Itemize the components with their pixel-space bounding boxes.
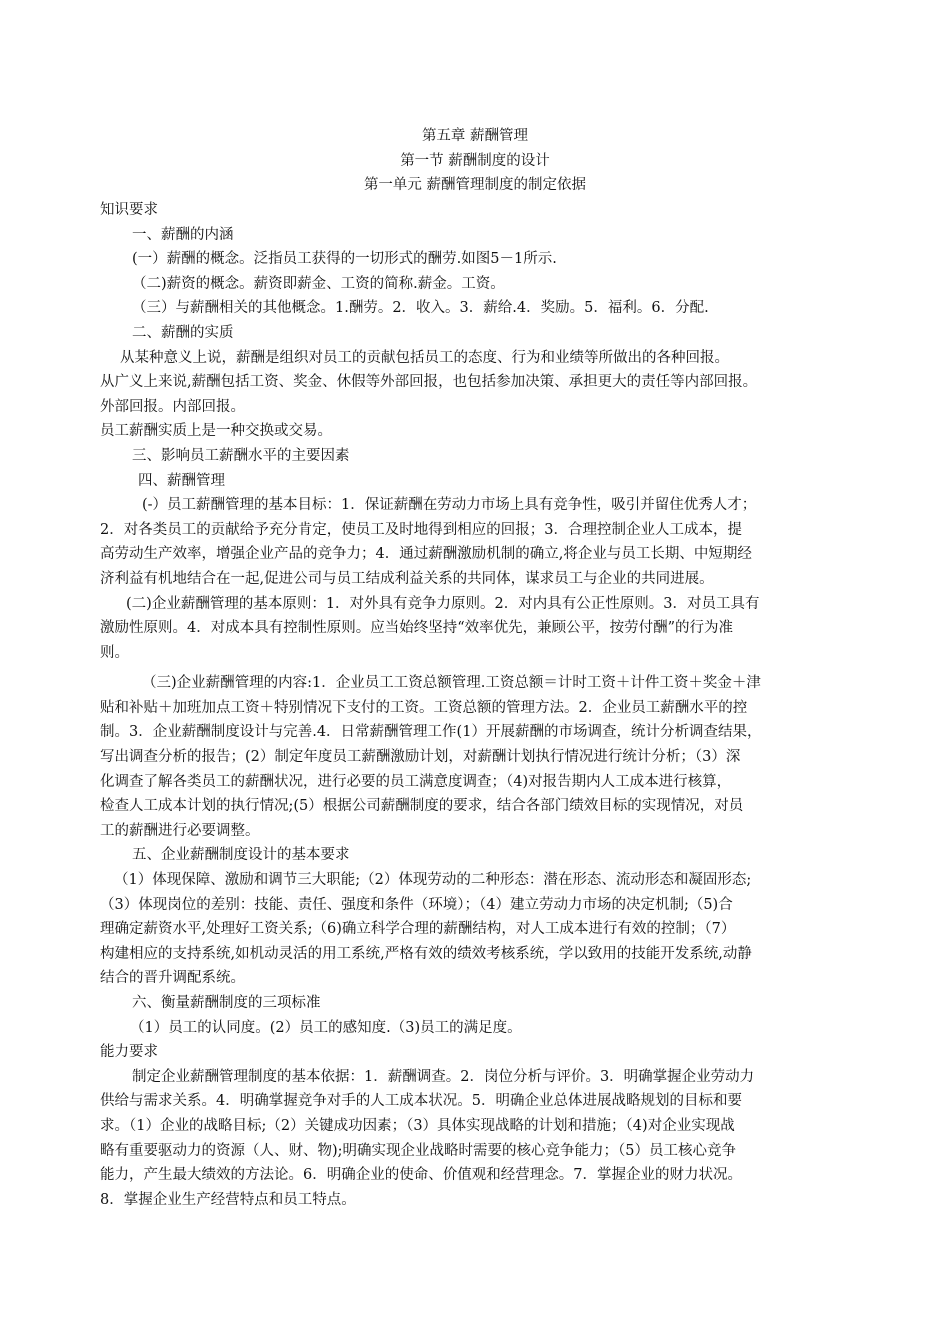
paragraph-line: 8．掌握企业生产经营特点和员工特点。	[100, 1191, 356, 1208]
paragraph-line: （1）员工的认同度。(2）员工的感知度.（3)员工的满足度。	[130, 1019, 522, 1036]
document-body	[100, 198, 865, 1212]
paragraph-line: 激励性原则。4．对成本具有控制性原则。应当始终坚持“效率优先，兼顾公平，按劳付酬”的行为准	[100, 620, 734, 637]
paragraph-line: （3）体现岗位的差别：技能、责任、强度和条件（环境）；（4）建立劳动力市场的决定机制;（5)合	[100, 896, 733, 913]
paragraph-line: （1）体现保障、激励和调节三大职能;（2）体现劳动的二种形态：潜在形态、流动形态和凝固形态;	[114, 872, 752, 889]
paragraph-line: 外部回报。内部回报。	[100, 398, 245, 415]
heading-section-4: 四、薪酬管理	[138, 472, 225, 489]
paragraph-line: 略有重要驱动力的资源（人、财、物);明确实现企业战略时需要的核心竞争能力；（5）员工核心竞争	[100, 1142, 737, 1159]
heading-section-3: 三、影响员工薪酬水平的主要因素	[132, 447, 350, 464]
heading-section-6: 六、衡量薪酬制度的三项标准	[132, 995, 321, 1011]
heading-ability: 能力要求	[100, 1044, 158, 1061]
paragraph-line: 结合的晋升调配系统。	[100, 970, 245, 987]
paragraph-line: 从广义上来说,薪酬包括工资、奖金、休假等外部回报，也包括参加决策、承担更大的责任等内部回报。	[100, 374, 758, 391]
heading-section-1: 一、薪酬的内涵	[132, 226, 234, 243]
paragraph-line: 贴和补贴＋加班加点工资＋特别情况下支付的工资。工资总额的管理方法。2．企业员工薪酬水平的控	[100, 699, 748, 716]
paragraph-line: 制定企业薪酬管理制度的基本依据：1．薪酬调查。2．岗位分析与评价。3．明确掌握企业劳动力	[132, 1068, 755, 1085]
paragraph-line: (-）员工薪酬管理的基本目标：1．保证薪酬在劳动力市场上具有竞争性，吸引并留住优秀人才；	[142, 497, 757, 514]
paragraph-line: 构建相应的支持系统,如机动灵活的用工系统,严格有效的绩效考核系统，学以致用的技能开发系统,动静	[100, 945, 752, 962]
paragraph-line: 写出调查分析的报告；(2）制定年度员工薪酬激励计划，对薪酬计划执行情况进行统计分析；（3）深	[100, 749, 741, 766]
paragraph-line: （三）与薪酬相关的其他概念。1.酬劳。2．收入。3．薪给.4．奖励。5．福利。6．分配.	[132, 300, 709, 317]
paragraph-line: (二)企业薪酬管理的基本原则：1．对外具有竞争力原则。2．对内具有公正性原则。3．对员工具有	[126, 595, 760, 612]
paragraph-line: 2．对各类员工的贡献给予充分肯定，使员工及时地得到相应的回报；3．合理控制企业人工成本，提	[100, 521, 742, 538]
paragraph-line: 济利益有机地结合在一起,促进公司与员工结成利益关系的共同体，谋求员工与企业的共同进展。	[100, 570, 714, 587]
paragraph-line: 供给与需求关系。4．明确掌握竞争对手的人工成本状况。5．明确企业总体进展战略规划的目标和要	[100, 1093, 742, 1110]
paragraph-line: 能力，产生最大绩效的方法论。6．明确企业的使命、价值观和经营理念。7．掌握企业的财力状况。	[100, 1167, 742, 1184]
heading-knowledge: 知识要求	[100, 202, 158, 218]
title-block	[0, 124, 950, 198]
heading-section-2: 二、薪酬的实质	[132, 324, 234, 341]
paragraph-line: 则。	[100, 644, 129, 661]
paragraph-line: （三)企业薪酬管理的内容:1．企业员工工资总额管理.工资总额＝计时工资＋计件工资＋奖金＋津	[142, 675, 761, 692]
paragraph-line: （二)薪资的概念。薪资即薪金、工资的简称.薪金。工资。	[132, 275, 505, 292]
section-title: 第一节 薪酬制度的设计	[400, 152, 550, 169]
paragraph-line: 制。3．企业薪酬制度设计与完善.4．日常薪酬管理工作(1）开展薪酬的市场调查，统计分析调查结果，	[100, 724, 762, 741]
paragraph-line: 理确定薪资水平,处理好工资关系;（6)确立科学合理的薪酬结构，对人工成本进行有效的控制；（7）	[100, 921, 736, 938]
paragraph-line: 从某种意义上说，薪酬是组织对员工的贡献包括员工的态度、行为和业绩等所做出的各种回报。	[120, 349, 729, 366]
paragraph-line: 求。（1）企业的战略目标;（2）关键成功因素；（3）具体实现战略的计划和措施；（4)对企业实现战	[100, 1117, 735, 1134]
chapter-title: 第五章 薪酬管理	[421, 128, 529, 144]
paragraph-line: (一）薪酬的概念。泛指员工获得的一切形式的酬劳.如图5－1所示.	[132, 251, 557, 268]
paragraph-line: 工的薪酬进行必要调整。	[100, 822, 260, 839]
paragraph-line: 员工薪酬实质上是一种交换或交易。	[100, 423, 332, 440]
paragraph-line: 高劳动生产效率，增强企业产品的竞争力；4．通过薪酬激励机制的确立,将企业与员工长期、中短期经	[100, 546, 752, 563]
paragraph-line: 检查人工成本计划的执行情况;(5）根据公司薪酬制度的要求，结合各部门绩效目标的实现情况，对员	[100, 798, 744, 815]
heading-section-5: 五、企业薪酬制度设计的基本要求	[132, 847, 350, 864]
unit-title: 第一单元 薪酬管理制度的制定依据	[363, 177, 587, 194]
paragraph-line: 化调查了解各类员工的薪酬状况，进行必要的员工满意度调查；（4)对报告期内人工成本进行核算，	[100, 773, 732, 790]
